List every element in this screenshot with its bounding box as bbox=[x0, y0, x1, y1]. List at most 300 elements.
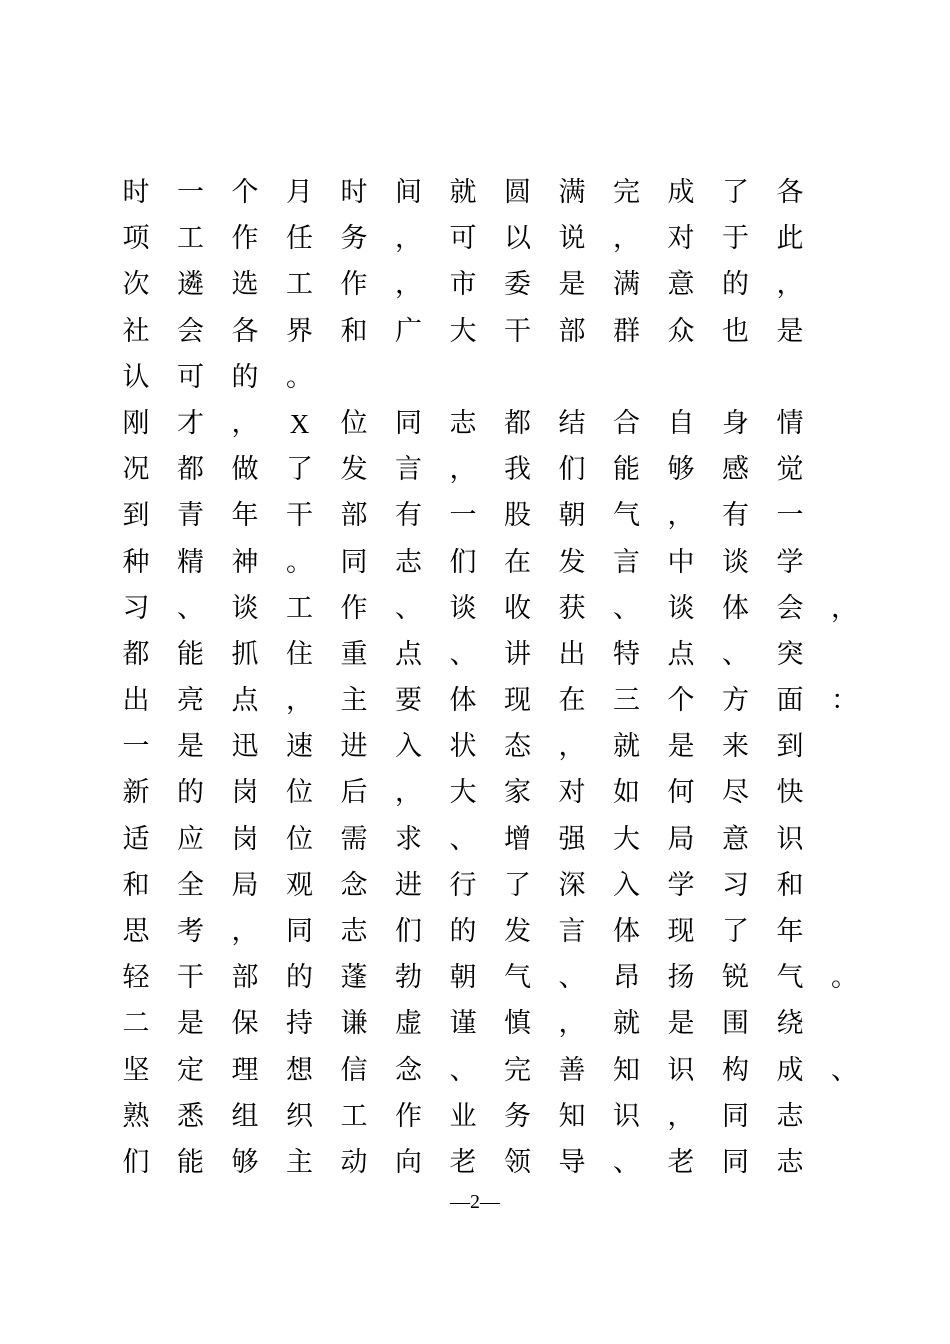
text-char: 识 bbox=[776, 823, 804, 855]
text-char: 都 bbox=[177, 454, 204, 486]
text-line bbox=[0, 540, 950, 586]
text-char: 岗 bbox=[231, 823, 259, 855]
text-char: 进 bbox=[395, 869, 422, 901]
text-char: 委 bbox=[504, 269, 531, 301]
text-char: 观 bbox=[286, 869, 313, 901]
text-char: 体 bbox=[613, 916, 640, 947]
text-char: 定 bbox=[177, 1054, 204, 1086]
text-char: 意 bbox=[722, 823, 749, 855]
text-char: 蓬 bbox=[340, 962, 368, 994]
text-char: 结 bbox=[558, 407, 586, 439]
text-line bbox=[0, 678, 950, 724]
text-char: 中 bbox=[667, 546, 695, 578]
text-char: 来 bbox=[722, 731, 749, 763]
text-char: 完 bbox=[613, 177, 640, 208]
text-char: 志 bbox=[395, 546, 422, 578]
text-char: 就 bbox=[613, 1008, 640, 1040]
text-char: 种 bbox=[122, 546, 150, 578]
text-char: 刚 bbox=[122, 407, 150, 439]
text-char: 谈 bbox=[667, 592, 695, 624]
text-char: 群 bbox=[613, 315, 640, 347]
text-char: 会 bbox=[776, 592, 804, 624]
text-char: 现 bbox=[667, 916, 695, 947]
text-char: 干 bbox=[286, 500, 313, 532]
text-char: 众 bbox=[667, 315, 695, 347]
text-char: 的 bbox=[231, 361, 259, 393]
text-char: 谈 bbox=[722, 546, 749, 578]
text-char: ， bbox=[231, 407, 259, 439]
text-char: 进 bbox=[340, 731, 368, 763]
text-char: 作 bbox=[231, 223, 259, 255]
text-char: 和 bbox=[122, 869, 150, 901]
text-char: 、 bbox=[613, 592, 640, 624]
text-char: 应 bbox=[177, 823, 204, 855]
text-char: 增 bbox=[504, 823, 531, 855]
text-char: 谦 bbox=[340, 1008, 368, 1040]
text-char: 情 bbox=[776, 407, 804, 439]
text-char: 二 bbox=[122, 1008, 150, 1040]
text-char: 体 bbox=[449, 685, 477, 717]
text-line bbox=[0, 170, 950, 216]
text-char: 。 bbox=[286, 546, 313, 578]
text-char: 月 bbox=[286, 177, 313, 208]
text-char: 觉 bbox=[776, 454, 804, 486]
text-char: 言 bbox=[395, 454, 422, 486]
text-char: 老 bbox=[667, 1146, 695, 1178]
text-char: 选 bbox=[231, 269, 259, 301]
text-char: 全 bbox=[177, 869, 204, 901]
text-char: 、 bbox=[177, 592, 204, 624]
text-line bbox=[0, 863, 950, 909]
text-char: 、 bbox=[613, 1146, 640, 1178]
text-char: 是 bbox=[177, 1008, 204, 1040]
text-char: 锐 bbox=[722, 962, 749, 994]
text-char: 工 bbox=[286, 269, 313, 301]
text-char: 遴 bbox=[177, 269, 204, 301]
text-char: 状 bbox=[449, 731, 477, 763]
text-char: 的 bbox=[722, 269, 749, 301]
text-char: 点 bbox=[395, 638, 422, 670]
text-char: 务 bbox=[504, 1100, 531, 1132]
text-char: 成 bbox=[776, 1054, 804, 1086]
text-char: 家 bbox=[504, 777, 531, 809]
text-char: 部 bbox=[558, 315, 586, 347]
text-char: 、 bbox=[395, 592, 422, 624]
text-char: 是 bbox=[177, 731, 204, 763]
text-char: 构 bbox=[722, 1054, 749, 1086]
text-char: 何 bbox=[667, 777, 695, 809]
text-char: 部 bbox=[231, 962, 259, 994]
text-char: 特 bbox=[613, 638, 640, 670]
text-char: 一 bbox=[177, 177, 204, 208]
text-char: 是 bbox=[776, 315, 804, 347]
text-char: 们 bbox=[449, 546, 477, 578]
text-char: 次 bbox=[122, 269, 150, 301]
text-char: 向 bbox=[395, 1146, 422, 1178]
text-char: 于 bbox=[722, 223, 749, 255]
text-char: 年 bbox=[231, 500, 259, 532]
text-char: ， bbox=[831, 592, 858, 624]
text-char: 满 bbox=[558, 177, 586, 208]
text-char: 此 bbox=[776, 223, 804, 255]
text-char: 够 bbox=[231, 1146, 259, 1178]
text-char: 项 bbox=[122, 223, 150, 255]
text-char: 想 bbox=[286, 1054, 313, 1086]
text-char: 能 bbox=[613, 454, 640, 486]
text-char: 志 bbox=[449, 407, 477, 439]
text-char: 局 bbox=[231, 869, 259, 901]
text-char: 识 bbox=[667, 1054, 695, 1086]
text-char: 慎 bbox=[504, 1008, 531, 1040]
text-char: 的 bbox=[177, 777, 204, 809]
text-char: 位 bbox=[286, 777, 313, 809]
text-char: 部 bbox=[340, 500, 368, 532]
text-char: 同 bbox=[286, 916, 313, 947]
text-line bbox=[0, 262, 950, 308]
page-number: —2— bbox=[450, 1191, 500, 1213]
text-char: 股 bbox=[504, 500, 531, 532]
text-char: 行 bbox=[449, 869, 477, 901]
text-char: X bbox=[289, 408, 310, 439]
text-char: 面 bbox=[776, 685, 804, 717]
text-char: 们 bbox=[395, 916, 422, 947]
text-line bbox=[0, 955, 950, 1001]
text-char: ， bbox=[558, 1008, 586, 1040]
text-char: 同 bbox=[340, 546, 368, 578]
text-line bbox=[0, 724, 950, 770]
text-char: 同 bbox=[722, 1146, 749, 1178]
text-char: ， bbox=[667, 500, 695, 532]
text-char: 虚 bbox=[395, 1008, 422, 1040]
text-char: 我 bbox=[504, 454, 531, 486]
text-char: 轻 bbox=[122, 962, 150, 994]
text-char: 习 bbox=[122, 592, 150, 624]
text-char: 作 bbox=[340, 269, 368, 301]
text-char: 昂 bbox=[613, 962, 640, 994]
text-char: 强 bbox=[558, 823, 586, 855]
text-line bbox=[0, 586, 950, 632]
text-char: 务 bbox=[340, 223, 368, 255]
text-char: 大 bbox=[449, 777, 477, 809]
text-char: 。 bbox=[286, 361, 313, 393]
text-char: ， bbox=[558, 731, 586, 763]
text-char: 任 bbox=[286, 223, 313, 255]
text-char: 时 bbox=[122, 177, 150, 208]
text-char: 位 bbox=[286, 823, 313, 855]
text-char: 到 bbox=[776, 731, 804, 763]
text-char: 气 bbox=[776, 962, 804, 994]
text-char: 入 bbox=[395, 731, 422, 763]
text-char: 完 bbox=[504, 1054, 531, 1086]
text-char: 言 bbox=[558, 916, 586, 947]
text-char: 了 bbox=[286, 454, 313, 486]
text-line bbox=[0, 909, 950, 955]
text-char: 个 bbox=[667, 685, 695, 717]
text-char: ， bbox=[286, 685, 313, 717]
text-char: 和 bbox=[340, 315, 368, 347]
text-char: 发 bbox=[558, 546, 586, 578]
text-char: 识 bbox=[613, 1100, 640, 1132]
text-char: 圆 bbox=[504, 177, 531, 208]
text-char: 认 bbox=[122, 361, 150, 393]
text-char: 悉 bbox=[177, 1100, 204, 1132]
text-char: 言 bbox=[613, 546, 640, 578]
text-char: 讲 bbox=[504, 638, 531, 670]
text-char: 都 bbox=[504, 407, 531, 439]
text-char: 身 bbox=[722, 407, 749, 439]
text-char: 意 bbox=[667, 269, 695, 301]
text-char: 岗 bbox=[231, 777, 259, 809]
text-char: 对 bbox=[558, 777, 586, 809]
text-char: 气 bbox=[504, 962, 531, 994]
text-char: ， bbox=[231, 916, 259, 947]
text-char: 作 bbox=[395, 1100, 422, 1132]
text-char: 工 bbox=[177, 223, 204, 255]
text-char: 态 bbox=[504, 731, 531, 763]
text-char: 导 bbox=[558, 1146, 586, 1178]
text-char: 们 bbox=[558, 454, 586, 486]
text-char: 收 bbox=[504, 592, 531, 624]
text-char: 在 bbox=[558, 685, 586, 717]
text-char: 市 bbox=[449, 269, 477, 301]
text-char: 亮 bbox=[177, 685, 204, 717]
text-line bbox=[0, 493, 950, 539]
text-char: 后 bbox=[340, 777, 368, 809]
text-char: 到 bbox=[122, 500, 150, 532]
text-char: 精 bbox=[177, 546, 204, 578]
text-char: 信 bbox=[340, 1054, 368, 1086]
text-char: 勃 bbox=[395, 962, 422, 994]
text-char: 谈 bbox=[449, 592, 477, 624]
text-char: 大 bbox=[613, 823, 640, 855]
document-body bbox=[0, 170, 950, 1186]
text-char: 、 bbox=[722, 638, 749, 670]
text-char: 获 bbox=[558, 592, 586, 624]
text-char: 年 bbox=[776, 916, 804, 947]
text-char: 们 bbox=[122, 1146, 150, 1178]
text-char: 合 bbox=[613, 407, 640, 439]
text-char: 深 bbox=[558, 869, 586, 901]
text-char: 神 bbox=[231, 546, 259, 578]
text-char: 满 bbox=[613, 269, 640, 301]
text-char: 社 bbox=[122, 315, 150, 347]
text-char: 成 bbox=[667, 177, 695, 208]
text-char: 学 bbox=[776, 546, 804, 578]
text-char: 体 bbox=[722, 592, 749, 624]
text-char: 业 bbox=[449, 1100, 477, 1132]
text-char: 点 bbox=[667, 638, 695, 670]
text-line bbox=[0, 1140, 950, 1186]
text-char: 工 bbox=[286, 592, 313, 624]
text-char: 念 bbox=[340, 869, 368, 901]
text-char: 青 bbox=[177, 500, 204, 532]
text-char: ： bbox=[831, 685, 858, 717]
text-char: 。 bbox=[831, 962, 858, 994]
text-char: 善 bbox=[558, 1054, 586, 1086]
text-char: 组 bbox=[231, 1100, 259, 1132]
text-char: 出 bbox=[558, 638, 586, 670]
text-char: 了 bbox=[722, 916, 749, 947]
text-char: 够 bbox=[667, 454, 695, 486]
text-char: 老 bbox=[449, 1146, 477, 1178]
text-char: 气 bbox=[613, 500, 640, 532]
text-char: 现 bbox=[504, 685, 531, 717]
text-char: 工 bbox=[340, 1100, 368, 1132]
text-char: 况 bbox=[122, 454, 150, 486]
text-char: 突 bbox=[776, 638, 804, 670]
text-char: 各 bbox=[231, 315, 259, 347]
text-char: 各 bbox=[776, 177, 804, 208]
text-char: 求 bbox=[395, 823, 422, 855]
text-char: 、 bbox=[449, 823, 477, 855]
text-char: 扬 bbox=[667, 962, 695, 994]
text-char: 感 bbox=[722, 454, 749, 486]
text-char: 快 bbox=[776, 777, 804, 809]
text-char: 志 bbox=[776, 1146, 804, 1178]
text-char: 干 bbox=[177, 962, 204, 994]
text-char: 熟 bbox=[122, 1100, 150, 1132]
text-char: 需 bbox=[340, 823, 368, 855]
text-char: 适 bbox=[122, 823, 150, 855]
text-char: 住 bbox=[286, 638, 313, 670]
text-char: ， bbox=[395, 777, 422, 809]
text-char: 、 bbox=[558, 962, 586, 994]
text-char: 点 bbox=[231, 685, 259, 717]
text-char: 持 bbox=[286, 1008, 313, 1040]
text-char: 三 bbox=[613, 685, 640, 717]
text-line bbox=[0, 309, 950, 355]
text-char: 习 bbox=[722, 869, 749, 901]
text-char: 重 bbox=[340, 638, 368, 670]
text-char: 迅 bbox=[231, 731, 259, 763]
text-char: 、 bbox=[449, 1054, 477, 1086]
text-char: 考 bbox=[177, 916, 204, 947]
text-char: 思 bbox=[122, 916, 150, 947]
text-line bbox=[0, 770, 950, 816]
text-char: 一 bbox=[776, 500, 804, 532]
text-char: 可 bbox=[449, 223, 477, 255]
text-char: 一 bbox=[449, 500, 477, 532]
text-char: 就 bbox=[449, 177, 477, 208]
text-char: 是 bbox=[558, 269, 586, 301]
text-char: 谈 bbox=[231, 592, 259, 624]
text-char: 方 bbox=[722, 685, 749, 717]
text-char: 主 bbox=[286, 1146, 313, 1178]
text-char: 抓 bbox=[231, 638, 259, 670]
text-char: 间 bbox=[395, 177, 422, 208]
text-line bbox=[0, 1094, 950, 1140]
text-char: 速 bbox=[286, 731, 313, 763]
text-char: 动 bbox=[340, 1146, 368, 1178]
text-char: 自 bbox=[667, 407, 695, 439]
text-char: 知 bbox=[558, 1100, 586, 1132]
text-char: ， bbox=[395, 269, 422, 301]
text-char: 个 bbox=[231, 177, 259, 208]
text-char: 是 bbox=[667, 1008, 695, 1040]
text-char: 织 bbox=[286, 1100, 313, 1132]
text-char: ， bbox=[395, 223, 422, 255]
text-char: 会 bbox=[177, 315, 204, 347]
text-char: 以 bbox=[504, 223, 531, 255]
text-line bbox=[0, 401, 950, 447]
text-char: 了 bbox=[504, 869, 531, 901]
text-char: 朝 bbox=[449, 962, 477, 994]
text-char: 围 bbox=[722, 1008, 749, 1040]
text-char: 志 bbox=[776, 1100, 804, 1132]
text-line bbox=[0, 447, 950, 493]
text-char: ， bbox=[667, 1100, 695, 1132]
text-char: ， bbox=[613, 223, 640, 255]
text-char: 要 bbox=[395, 685, 422, 717]
text-char: 领 bbox=[504, 1146, 531, 1178]
text-char: 发 bbox=[340, 454, 368, 486]
text-line bbox=[0, 1001, 950, 1047]
text-line bbox=[0, 1048, 950, 1094]
text-char: 尽 bbox=[722, 777, 749, 809]
text-char: 的 bbox=[449, 916, 477, 947]
text-char: 位 bbox=[340, 407, 368, 439]
text-char: 在 bbox=[504, 546, 531, 578]
text-char: 做 bbox=[231, 454, 259, 486]
text-char: 大 bbox=[449, 315, 477, 347]
text-char: 有 bbox=[722, 500, 749, 532]
text-char: 界 bbox=[286, 315, 313, 347]
text-char: 局 bbox=[667, 823, 695, 855]
text-char: 就 bbox=[613, 731, 640, 763]
text-char: 朝 bbox=[558, 500, 586, 532]
text-char: 都 bbox=[122, 638, 150, 670]
text-char: 如 bbox=[613, 777, 640, 809]
text-char: 是 bbox=[667, 731, 695, 763]
text-char: 和 bbox=[776, 869, 804, 901]
text-char: 广 bbox=[395, 315, 422, 347]
text-char: 志 bbox=[340, 916, 368, 947]
text-char: 可 bbox=[177, 361, 204, 393]
text-char: 的 bbox=[286, 962, 313, 994]
text-char: 也 bbox=[722, 315, 749, 347]
text-char: 绕 bbox=[776, 1008, 804, 1040]
text-char: 坚 bbox=[122, 1054, 150, 1086]
text-line bbox=[0, 216, 950, 262]
text-line bbox=[0, 817, 950, 863]
text-char: 对 bbox=[667, 223, 695, 255]
text-char: 同 bbox=[395, 407, 422, 439]
text-char: 知 bbox=[613, 1054, 640, 1086]
text-char: 学 bbox=[667, 869, 695, 901]
text-char: 才 bbox=[177, 407, 204, 439]
text-char: 理 bbox=[231, 1054, 259, 1086]
text-char: 念 bbox=[395, 1054, 422, 1086]
text-char: 、 bbox=[449, 638, 477, 670]
text-char: 有 bbox=[395, 500, 422, 532]
text-char: 谨 bbox=[449, 1008, 477, 1040]
text-char: 入 bbox=[613, 869, 640, 901]
text-char: 说 bbox=[558, 223, 586, 255]
text-line bbox=[0, 355, 950, 401]
text-char: 新 bbox=[122, 777, 150, 809]
text-char: ， bbox=[776, 269, 804, 301]
text-char: 发 bbox=[504, 916, 531, 947]
text-char: 作 bbox=[340, 592, 368, 624]
text-char: 了 bbox=[722, 177, 749, 208]
text-char: 一 bbox=[122, 731, 150, 763]
text-char: 主 bbox=[340, 685, 368, 717]
text-char: 能 bbox=[177, 638, 204, 670]
text-char: 时 bbox=[340, 177, 368, 208]
text-char: 出 bbox=[122, 685, 150, 717]
text-char: 同 bbox=[722, 1100, 749, 1132]
text-char: 能 bbox=[177, 1146, 204, 1178]
